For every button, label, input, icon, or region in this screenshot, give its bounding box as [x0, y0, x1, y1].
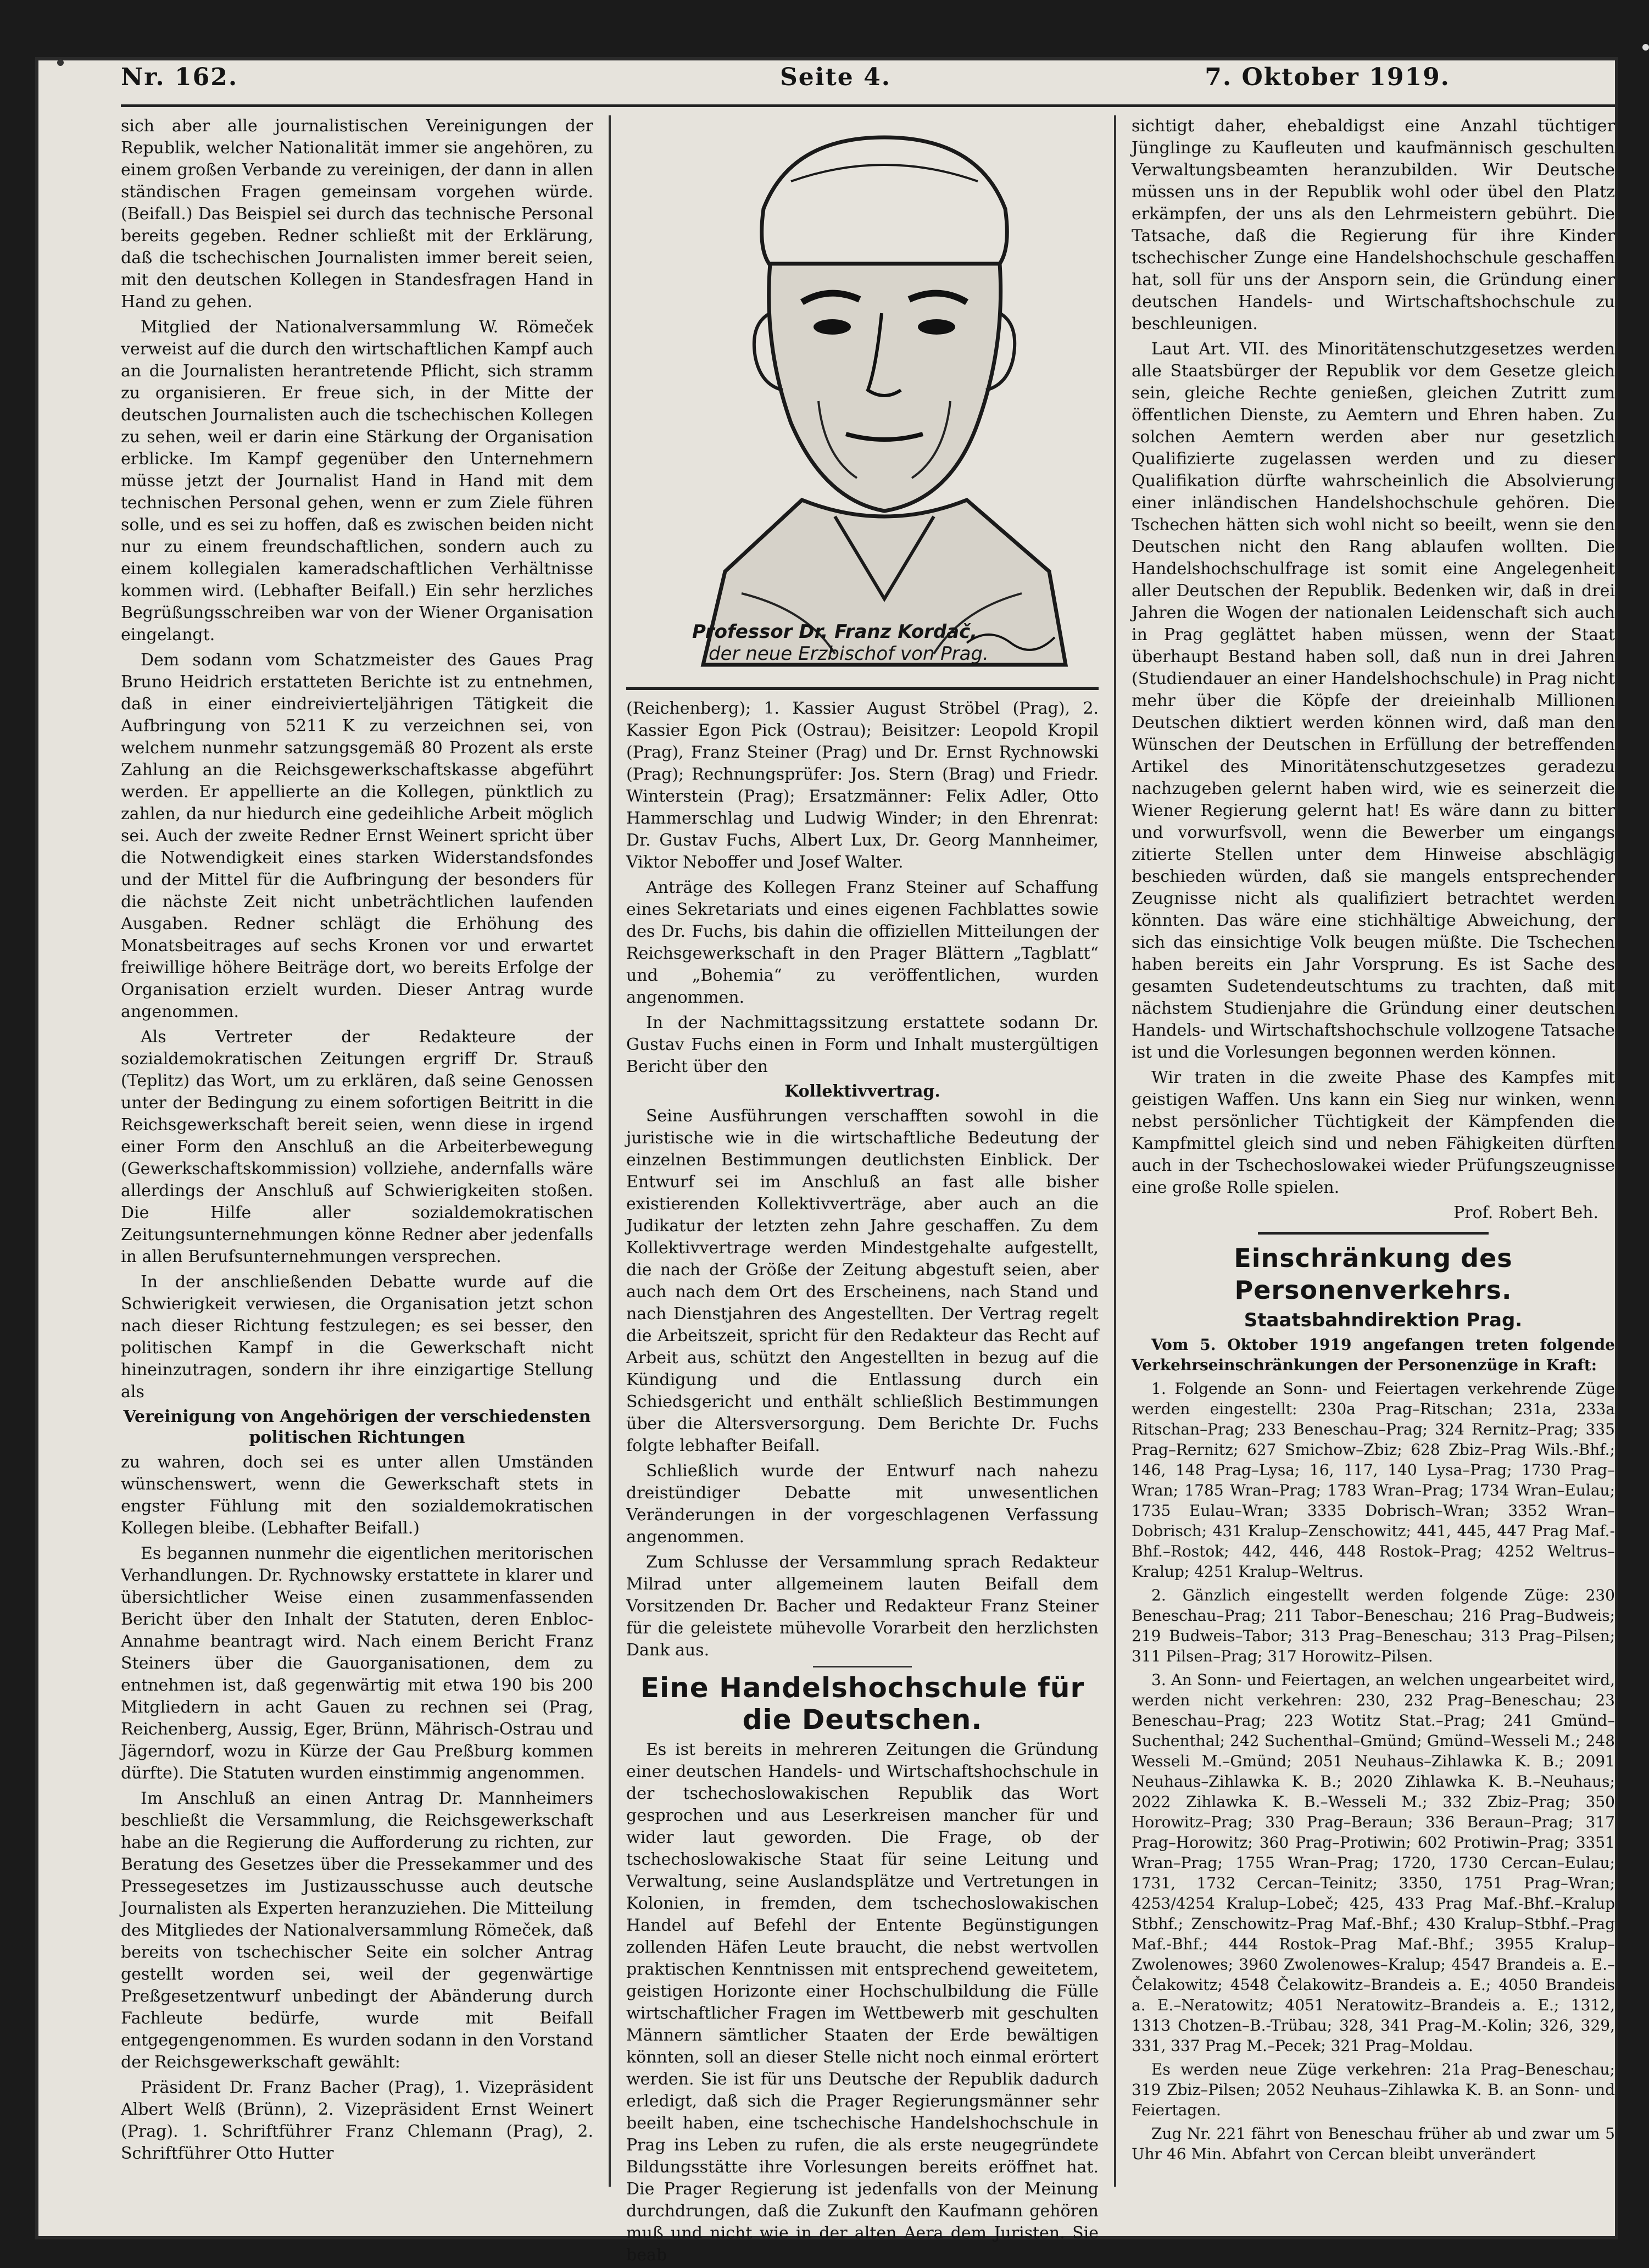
scan-speck: [1642, 44, 1649, 51]
portrait-illustration: [626, 115, 1099, 687]
section-rule: [1258, 1232, 1489, 1235]
paragraph: 1. Folgende an Sonn- und Feiertagen verkehrende Züge werden eingestellt: 230a Prag–Ritschan; 231a, 233a Ritschan–Prag; 233 Beneschau–Prag; 324 Rernitz–Prag; 335 Prag–Rernitz; 627 Smichow–Zbiz; 628 Zbiz–Prag Wils.-Bhf.; 146, 148 Prag–Lysa; 16, 117, 140 Lysa–Prag; 1730 Prag–Wran; 1785 Wran–Prag; 1783 Wran–Prag; 1734 Wran–Eulau; 1735 Eulau–Wran; 3335 Dobrisch–Wran; 3352 Wran–Dobrisch; 431 Kralup–Zenschowitz; 441, 445, 447 Prag Maf.-Bhf.–Rostok; 442, 446, 448 Rostok–Prag; 4252 Weltrus–Kralup; 4251 Kralup–Weltrus.: [1132, 1380, 1615, 1581]
paragraph: In der anschließenden Debatte wurde auf die Schwierigkeit verwiesen, die Organisation jetzt schon nach dieser Richtung festzulegen; es sei besser, den politischen Kampf in die Gewerkschaft nicht hineinzutragen, sondern ihr ihre einzigartige Stellung als: [121, 1272, 593, 1402]
article-subhead: Staatsbahndirektion Prag.: [1244, 1309, 1523, 1331]
paragraph: sich aber alle journalistischen Vereinigungen der Republik, welcher Nationalität immer sie angehören, zu einem großen Verbande zu vereinigen, der dann in allen ständischen Fragen gemeinsam vorgehen würde. (Beifall.) Das Beispiel sei durch das technische Personal bereits gegeben. Redner schließt mit der Erklärung, daß die tschechischen Journalisten immer bereit seien, mit den deutschen Kollegen in Standesfragen Hand in Hand zu gehen.: [121, 116, 593, 312]
paragraph: Präsident Dr. Franz Bacher (Prag), 1. Vizepräsident Albert Welß (Brünn), 2. Vizepräsident Ernst Weinert (Prag). 1. Schriftführer Franz Chlemann (Prag), 2. Schriftführer Otto Hutter: [121, 2078, 593, 2163]
paragraph: Wir traten in die zweite Phase des Kampfes mit geistigen Waffen. Uns kann ein Sieg nur winken, wenn nebst persönlicher Tüchtigkeit der Kämpfenden die Kampfmittel gleich sind und neben Fähigkeiten dürften auch in der Tschechoslowakei wieder Prüfungszeugnisse eine große Rolle spielen.: [1132, 1068, 1615, 1197]
page-header: [121, 58, 1450, 107]
paragraph: (Reichenberg); 1. Kassier August Ströbel (Prag), 2. Kassier Egon Pick (Ostrau); Beisitzer: Leopold Kropil (Prag), Franz Steiner (Prag) und Dr. Ernst Rychnowski (Prag); Rechnungsprüfer: Jos. Stern (Brag) und Friedr. Winterstein (Prag); Ersatzmänner: Felix Adler, Otto Hammerschlag und Ludwig Winder; in den Ehrenrat: Dr. Gustav Fuchs, Albert Lux, Dr. Georg Mannheimer, Viktor Neboffer und Josef Walter.: [626, 699, 1099, 872]
portrait-rule: [626, 687, 1099, 690]
section-subhead: Kollektivvertrag.: [784, 1082, 940, 1101]
issue-date: 7. Oktober 1919.: [1205, 63, 1450, 91]
portrait-caption: [626, 621, 1099, 665]
paragraph: Es begannen nunmehr die eigentlichen meritorischen Verhandlungen. Dr. Rychnowsky erstattete in klarer und übersichtlicher Weise einen zusammenfassenden Bericht über den Inhalt der Statuten, deren Enbloc-Annahme beantragt wird. Nach einem Bericht Franz Steiners über die Gauorganisationen, dem zu entnehmen ist, daß gegenwärtig mit etwa 190 bis 200 Mitgliedern in acht Gauen zu rechnen sei (Prag, Reichenberg, Aussig, Eger, Brünn, Mährisch-Ostrau und Jägerndorf, wozu in Kürze der Gau Preßburg kommen dürfte). Die Statuten wurden einstimmig angenommen.: [121, 1544, 593, 1783]
paragraph: In der Nachmittagssitzung erstattete sodann Dr. Gustav Fuchs einen in Form und Inhalt mustergültigen Bericht über den: [626, 1013, 1099, 1076]
paragraph: Dem sodann vom Schatzmeister des Gaues Prag Bruno Heidrich erstatteten Berichte ist zu entnehmen, daß in einer eindreivierteljährigen Tätigkeit die Aufbringung von 5211 K zu verzeichnen sei, von welchem nunmehr satzungsgemäß 80 Prozent als erste Zahlung an die Reichsgewerkschaftskasse abgeführt werden. Er appellierte an die Kollegen, pünktlich zu zahlen, da nur hiedurch eine gedeihliche Arbeit möglich sei. Auch der zweite Redner Ernst Weinert spricht über die Notwendigkeit eines starken Widerstandsfondes und der Mittel für die Aufbringung der besonders für die nächste Zeit nicht unbeträchtlichen laufenden Ausgaben. Redner schlägt die Erhöhung des Monatsbeitrages auf sechs Kronen vor und erwartet freiwillige höhere Beiträge dort, wo bereits Erfolge der Organisation erzielt wurden. Dieser Antrag wurde angenommen.: [121, 651, 593, 1021]
paragraph: Zug Nr. 221 fährt von Beneschau früher ab und zwar um 5 Uhr 46 Min. Abfahrt von Cercan bleibt unverändert: [1132, 2125, 1615, 2163]
paragraph: zu wahren, doch sei es unter allen Umständen wünschenswert, wenn die Gewerkschaft stets in engster Fühlung mit den sozialdemokratischen Kollegen bleibe. (Lebhafter Beifall.): [121, 1453, 593, 1538]
paragraph: Im Anschluß an einen Antrag Dr. Mannheimers beschließt die Versammlung, die Reichsgewerkschaft habe an die Regierung die Aufforderung zu richten, zur Beratung des Gesetzes über die Pressekammer und des Pressegesetzes im Justizausschusse auch deutsche Journalisten als Experten heranzuziehen. Die Mitteilung des Mitgliedes der Nationalversammlung Römeček, daß bereits von tschechischer Seite ein solcher Antrag gestellt worden sei, weil der gegenwärtige Preßgesetzentwurf unbedingt der Abänderung durch Fachleute bedürfe, wurde mit Beifall entgegengenommen. Es wurden sodann in den Vorstand der Reichsgewerkschaft gewählt:: [121, 1789, 593, 2072]
article-headline: Eine Handelshochschule für die Deutschen.: [640, 1672, 1085, 1736]
column-2: [626, 115, 1099, 2265]
caption-line-1: Professor Dr. Franz Kordač,: [692, 621, 978, 643]
paragraph: Laut Art. VII. des Minoritätenschutzgesetzes werden alle Staatsbürger der Republik vor dem Gesetze gleich sein, gleiche Rechte genießen, gleichen Zutritt zum öffentlichen Dienste, zu Aemtern und Ehren haben. Zu solchen Aemtern werden aber nur gesetzlich Qualifizierte zugelassen werden und zu dieser Qualifikation dürfte wahrscheinlich die Absolvierung einer inländischen Handelshochschule gehören. Die Tschechen hätten sich wohl nicht so beeilt, wenn sie den Deutschen nicht den Rang ablaufen wollten. Die Handelshochschulfrage ist somit eine Angelegenheit aller Deutschen der Republik. Bedenken wir, daß in drei Jahren die Wogen der nationalen Leidenschaft sich auch in Prag geglättet haben müssen, wenn der Staat überhaupt Bestand haben soll, daß nun in drei Jahren (Studiendauer an einer Handelshochschule) in Prag nicht mehr über die Köpfe der dreieinhalb Millionen Deutschen diktiert werden können wird, daß man den Wünschen der Deutschen in Erfüllung der betreffenden Artikel des Minoritätenschutzgesetzes geradezu nachzugeben gelernt haben wird, wie es seinerzeit die Wiener Regierung gelernt hat! Es wäre dann zu bitter und vorwurfsvoll, wenn die Bewerber um eingangs zitierte Stellen unter dem Hinweise abschlägig beschieden würden, daß sie mangels entsprechender Zeugnisse nicht als qualifiziert betrachtet werden könnten. Das wäre eine stichhältige Abweichung, der sich das einsichtige Volk beugen müßte. Die Tschechen haben bereits ein Jahr Vorsprung. Es ist Sache des gesamten Sudetendeutschtums zu trachten, daß mit nächstem Studienjahre die Gründung einer deutschen Handels- und Wirtschaftshochschule vollzogene Tatsache ist und die Vorlesungen begonnen werden können.: [1132, 340, 1615, 1062]
paragraph: Zum Schlusse der Versammlung sprach Redakteur Milrad unter allgemeinem lauten Beifall dem Vorsitzenden Dr. Bacher und Redakteur Franz Steiner für die geleistete mühevolle Vorarbeit den herzlichsten Dank aus.: [626, 1553, 1099, 1660]
article-headline: Einschränkung des Personenverkehrs.: [1234, 1243, 1513, 1305]
paragraph: Vom 5. Oktober 1919 angefangen treten folgende Verkehrseinschränkungen der Personenzüge in Kraft:: [1132, 1336, 1615, 1374]
paragraph: 3. An Sonn- und Feiertagen, an welchen ungearbeitet wird, werden nicht verkehren: 230, 232 Prag–Beneschau; 23 Beneschau–Prag; 223 Wotitz Stat.–Prag; 241 Gmünd–Suchenthal; 242 Suchenthal–Gmünd; Gmünd–Wesseli M.; 248 Wesseli M.–Gmünd; 2051 Neuhaus–Zihlawka K. B.; 2091 Neuhaus–Zihlawka K. B.; 2020 Zihlawka K. B.–Neuhaus; 2022 Zihlawka K. B.–Wesseli M.; 332 Zbiz–Prag; 350 Horowitz–Prag; 330 Prag–Beraun; 336 Beraun–Prag; 317 Prag–Horowitz; 360 Prag–Protiwin; 602 Protiwin–Prag; 3351 Wran–Prag; 1755 Wran–Prag; 1720, 1730 Cercan–Eulau; 1731, 1732 Cercan–Teinitz; 3350, 1751 Prag–Wran; 4253/4254 Kralup–Lobeč; 425, 433 Prag Maf.-Bhf.–Kralup Stbhf.; Zenschowitz–Prag Maf.-Bhf.; 430 Kralup–Stbhf.–Prag Maf.-Bhf.; 444 Rostok–Prag Maf.-Bhf.; 3955 Kralup–Zwolenowes; 3960 Zwolenowes–Kralup; 4547 Brandeis a. E.–Čelakowitz; 4548 Čelakowitz–Brandeis a. E.; 4050 Brandeis a. E.–Neratowitz; 4051 Neratowitz–Brandeis a. E.; 1312, 1313 Chotzen–B.-Trübau; 328, 341 Prag–M.-Kolin; 326, 329, 331, 337 Prag M.–Pecek; 321 Prag–Moldau.: [1132, 1671, 1615, 2055]
paragraph: 2. Gänzlich eingestellt werden folgende Züge: 230 Beneschau–Prag; 211 Tabor–Beneschau; 216 Prag–Budweis; 219 Budweis–Tabor; 313 Prag–Beneschau; 313 Prag–Pilsen; 311 Pilsen–Prag; 317 Horowitz–Pilsen.: [1132, 1586, 1615, 1665]
page-number: Seite 4.: [780, 63, 892, 91]
column-rule: [1114, 115, 1116, 2187]
column-3: [1132, 115, 1615, 2187]
column-2-text: [626, 698, 1099, 2265]
paragraph: Als Vertreter der Redakteure der sozialdemokratischen Zeitungen ergriff Dr. Strauß (Teplitz) das Wort, um zu erklären, daß seine Genossen unter der Bedingung zu einem sofortigen Beitritt in die Reichsgewerkschaft bereit seien, wenn diese in irgend einer Form den Anschluß an die Arbeiterbewegung (Gewerkschaftskommission) vollziehe, andernfalls wäre allerdings der Anschluß auf Schwierigkeiten stoßen. Die Hilfe aller sozialdemokratischen Zeitungsunternehmungen könne Redner aber jedenfalls in allen Berufsunternehmungen versprechen.: [121, 1027, 593, 1266]
header-rule: [121, 104, 1615, 107]
scan-speck: [57, 59, 64, 66]
paragraph: Mitglied der Nationalversammlung W. Römeček verweist auf die durch den wirtschaftlichen Kampf auch an die Journalisten herantretende Pflicht, sich stramm zu organisieren. Er freue sich, in der Mitte der deutschen Journalisten auch die tschechischen Kollegen zu sehen, weil er darin eine Stärkung der Organisation erblicke. Im Kampf gegenüber den Unternehmern müsse jetzt der Journalist Hand in Hand mit dem technischen Personal gehen, wenn er zum Ziele führen solle, und es sei zu hoffen, daß es zwischen beiden nicht nur zu einem freundschaftlichen, sondern auch zu einem kollegialen kameradschaftlichen Verhältnisse kommen wird. (Lebhafter Beifall.) Ein sehr herzliches Begrüßungsschreiben war von der Wiener Organisation eingelangt.: [121, 318, 593, 644]
section-rule: [813, 1666, 912, 1667]
column-1: [121, 115, 593, 2187]
column-rule: [609, 115, 611, 2187]
paragraph: sichtigt daher, ehebaldigst eine Anzahl tüchtiger Jünglinge zu Kaufleuten und kaufmännisch geschulten Verwaltungsbeamten heranzubilden. Wir Deutsche müssen uns in der Republik wohl oder übel den Platz erkämpfen, der uns als den Lehrmeistern gebührt. Die Tatsache, daß die Regierung für ihre Kinder tschechischer Zunge eine Handelshochschule geschaffen hat, soll für uns der Ansporn sein, die Gründung einer deutschen Handels- und Wirtschaftshochschule zu beschleunigen.: [1132, 116, 1615, 333]
author-signature: Prof. Robert Beh.: [1453, 1203, 1598, 1222]
paragraph: Anträge des Kollegen Franz Steiner auf Schaffung eines Sekretariats und eines eigenen Fachblattes sowie des Dr. Fuchs, bis dahin die offiziellen Mitteilungen der Reichsgewerkschaft in den Prager Blättern „Tagblatt“ und „Bohemia“ zu veröffentlichen, wurden angenommen.: [626, 878, 1099, 1007]
section-subhead: Vereinigung von Angehörigen der verschiedensten politischen Richtungen: [123, 1407, 591, 1447]
caption-line-2: der neue Erzbischof von Prag.: [709, 643, 989, 665]
paragraph: Es werden neue Züge verkehren: 21a Prag–Beneschau; 319 Zbiz–Pilsen; 2052 Neuhaus–Zihlawka K. B. an Sonn- und Feiertagen.: [1132, 2060, 1615, 2119]
issue-number: Nr. 162.: [121, 63, 238, 91]
paragraph: Schließlich wurde der Entwurf nach nahezu dreistündiger Debatte mit unwesentlichen Veränderungen in der vorgeschlagenen Verfassung angenommen.: [626, 1461, 1099, 1547]
paragraph: Seine Ausführungen verschafften sowohl in die juristische wie in die wirtschaftliche Bedeutung der einzelnen Bestimmungen deutlichsten Einblick. Der Entwurf sei im Anschluß an fast alle bisher existierenden Kollektivverträge, aber auch an die Judikatur der letzten zehn Jahre geschaffen. Zu dem Kollektivvertrage werden Mindestgehalte aufgestellt, die nach der Größe der Zeitung abgestuft seien, aber auch nach dem Ort des Erscheinens, nach Stand und nach Dienstjahren des Angestellten. Der Vertrag regelt die Arbeitszeit, spricht für den Redakteur das Recht auf Arbeit aus, schützt den Angestellten in bezug auf die Kündigung und die Entlassung durch ein Schiedsgericht und enthält schließlich Bestimmungen über die Altersversorgung. Dem Berichte Dr. Fuchs folgte lebhafter Beifall.: [626, 1107, 1099, 1455]
paragraph: Es ist bereits in mehreren Zeitungen die Gründung einer deutschen Handels- und Wirtschaftshochschule in der tschechoslowakischen Republik das Wort gesprochen und aus Leserkreisen mancher für und wider laut geworden. Die Frage, ob der tschechoslowakische Staat für seine Leitung und Verwaltung, seine Auslandsplätze und Vertretungen in Kolonien, in fremden, dem tschechoslowakischen Handel auf Befehl der Entente Begünstigungen zollenden Häfen Leute braucht, die nebst wertvollen praktischen Kenntnissen mit entsprechend geweitetem, geistigen Horizonte einer Hochschulbildung die Fülle wirtschaftlicher Fragen im Wettbewerb mit geschulten Männern sämtlicher Staaten der Erde bewältigen könnten, soll an dieser Stelle nicht noch einmal erörtert werden. Sie ist für uns Deutsche der Republik dadurch erledigt, daß sich die Prager Regierungsmänner sehr beeilt haben, eine tschechische Handelshochschule in Prag ins Leben zu rufen, die als erste neugegründete Bildungsstätte ihre Vorlesungen bereits eröffnet hat. Die Prager Regierung ist jedenfalls von der Meinung durchdrungen, daß die Zukunft den Kaufmann gehören muß und nicht wie in der alten Aera dem Juristen. Sie beab: [626, 1740, 1099, 2265]
